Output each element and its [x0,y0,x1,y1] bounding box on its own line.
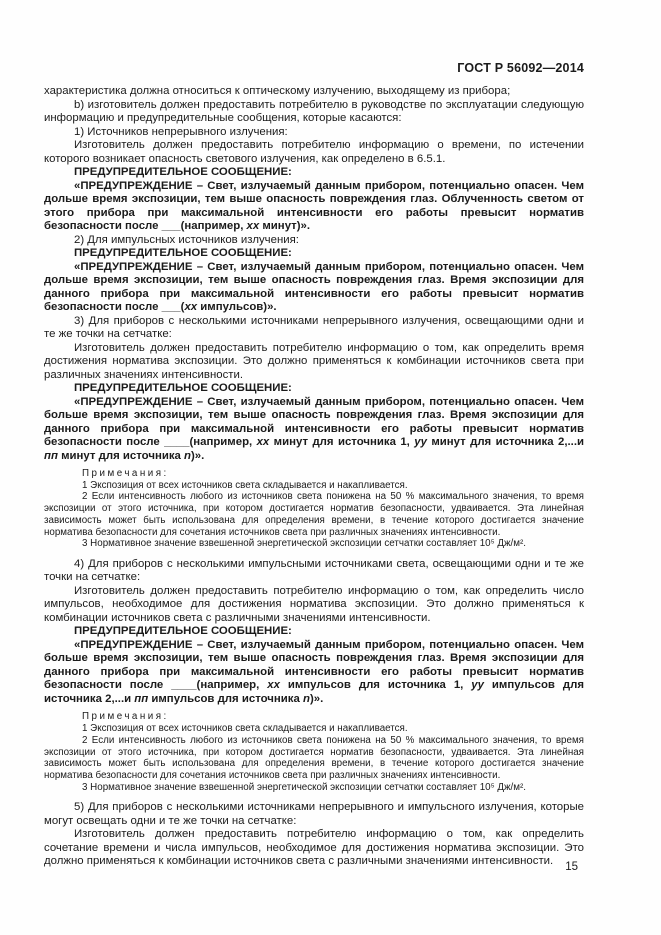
warning-message-text: «ПРЕДУПРЕЖДЕНИЕ – Свет, излучаемый данным прибором, потенциально опасен. Чем дольше время экспозиции, тем выше опасность повреждения глаз. Время экспозиции для данного прибора при максимальной интенсивности его работы превысит норматив безопасности после ___(хх импульсов)». [44,260,584,313]
doc-code-header: ГОСТ Р 56092—2014 [457,61,584,75]
notes-block-2 [44,711,584,793]
manufacturer-info-paragraph: Изготовитель должен предоставить потребителю информацию о том, как определить время достижения норматива экспозиции. Это должно применяться к комбинации источников света при различных значениях интенсивности. [44,341,584,381]
warning-message-heading: ПРЕДУПРЕДИТЕЛЬНОЕ СООБЩЕНИЕ: [74,166,292,178]
warning-message-heading: ПРЕДУПРЕДИТЕЛЬНОЕ СООБЩЕНИЕ: [74,382,292,394]
item-5-paragraph: 5) Для приборов с несколькими источниками непрерывного и импульсного излучения, которые могут освещать одни и те же точки на сетчатке: [44,801,584,827]
warning-message-text: «ПРЕДУПРЕЖДЕНИЕ – Свет, излучаемый данным прибором, потенциально опасен. Чем больше время экспозиции, тем выше опасность повреждения глаз. Время экспозиции для данного прибора при максимальной интенсивности его работы превысит норматив безопасности после ____(например, хх минут для источника 1, уу минут для источника 2,...и пп минут для источника n)». [44,395,584,462]
manufacturer-info-paragraph: Изготовитель должен предоставить потребителю информацию о том, как определить число импульсов, необходимое для достижения норматива экспозиции. Это должно применяться к комбинации источников света с различными значениями интенсивности. [44,584,584,624]
content-area [44,85,584,869]
note-item-3: 3 Нормативное значение взвешенной энергетической экспозиции сетчатки составляет 10⁵ Дж/м². [82,538,527,550]
manufacturer-info-paragraph: Изготовитель должен предоставить потребителю информацию о том, как определить сочетание времени и числа импульсов, необходимое для достижения норматива экспозиции. Это должно применяться к комбинации источников света с различными значениями интенсивности. [44,828,584,868]
item-2-paragraph: 2) Для импульсных источников излучения: [74,233,299,246]
note-item-3: 3 Нормативное значение взвешенной энергетической экспозиции сетчатки составляет 10⁵ Дж/м². [82,781,527,793]
manufacturer-info-paragraph: Изготовитель должен предоставить потребителю информацию о времени, по истечении которого возникает опасность светового излучения, как определено в 6.5.1. [44,139,584,165]
note-item-2: 2 Если интенсивность любого из источников света понижена на 50 % максимального значения, то время экспозиции от этого источника, при котором достигается норматив безопасности, удваивается. Эта линейная зависимость может быть использована для определения времени, в течение которого достигается значение норматива безопасности для сочетания источников света при различных значениях интенсивности. [44,491,584,538]
note-item-2: 2 Если интенсивность любого из источников света понижена на 50 % максимального значения, то время экспозиции от этого источника, при котором достигается норматив безопасности, удваивается. Эта линейная зависимость может быть использована для определения времени, в течение которого достигается значение норматива безопасности для сочетания источников света при различных значениях интенсивности. [44,734,584,781]
warning-message-text: «ПРЕДУПРЕЖДЕНИЕ – Свет, излучаемый данным прибором, потенциально опасен. Чем больше время экспозиции, тем выше опасность повреждения глаз. Время экспозиции для данного прибора при максимальной интенсивности его работы превысит норматив безопасности после ____(например, хх импульсов для источника 1, уу импульсов для источника 2,...и пп импульсов для источника n)». [44,638,584,705]
notes-block-1 [44,468,584,550]
item-3-paragraph: 3) Для приборов с несколькими источниками непрерывного излучения, освещающими одни и те же точки на сетчатке: [44,314,584,340]
item-b-paragraph: b) изготовитель должен предоставить потребителю в руководстве по эксплуатации следующую информацию и предупредительные сообщения, которые касаются: [44,98,584,124]
warning-message-heading: ПРЕДУПРЕДИТЕЛЬНОЕ СООБЩЕНИЕ: [74,625,292,638]
notes-heading: Примечания: [82,468,169,479]
warning-message-text: «ПРЕДУПРЕЖДЕНИЕ – Свет, излучаемый данным прибором, потенциально опасен. Чем дольше время экспозиции, тем выше опасность повреждения глаз. Облученность светом от этого прибора при максимальной интенсивности его работы превысит норматив безопасности после ___(например, хх минут)». [44,179,584,232]
item-1-paragraph: 1) Источников непрерывного излучения: [74,125,288,138]
item-4-paragraph: 4) Для приборов с несколькими импульсными источниками света, освещающими одни и те же точки на сетчатке: [44,557,584,584]
page-number: 15 [565,861,578,873]
warning-message-heading: ПРЕДУПРЕДИТЕЛЬНОЕ СООБЩЕНИЕ: [74,247,292,259]
continuation-paragraph: характеристика должна относиться к оптическому излучению, выходящему из прибора; [44,85,511,97]
notes-heading: Примечания: [82,711,169,723]
note-item-1: 1 Экспозиция от всех источников света складывается и накапливается. [82,479,408,491]
note-item-1: 1 Экспозиция от всех источников света складывается и накапливается. [82,723,408,735]
